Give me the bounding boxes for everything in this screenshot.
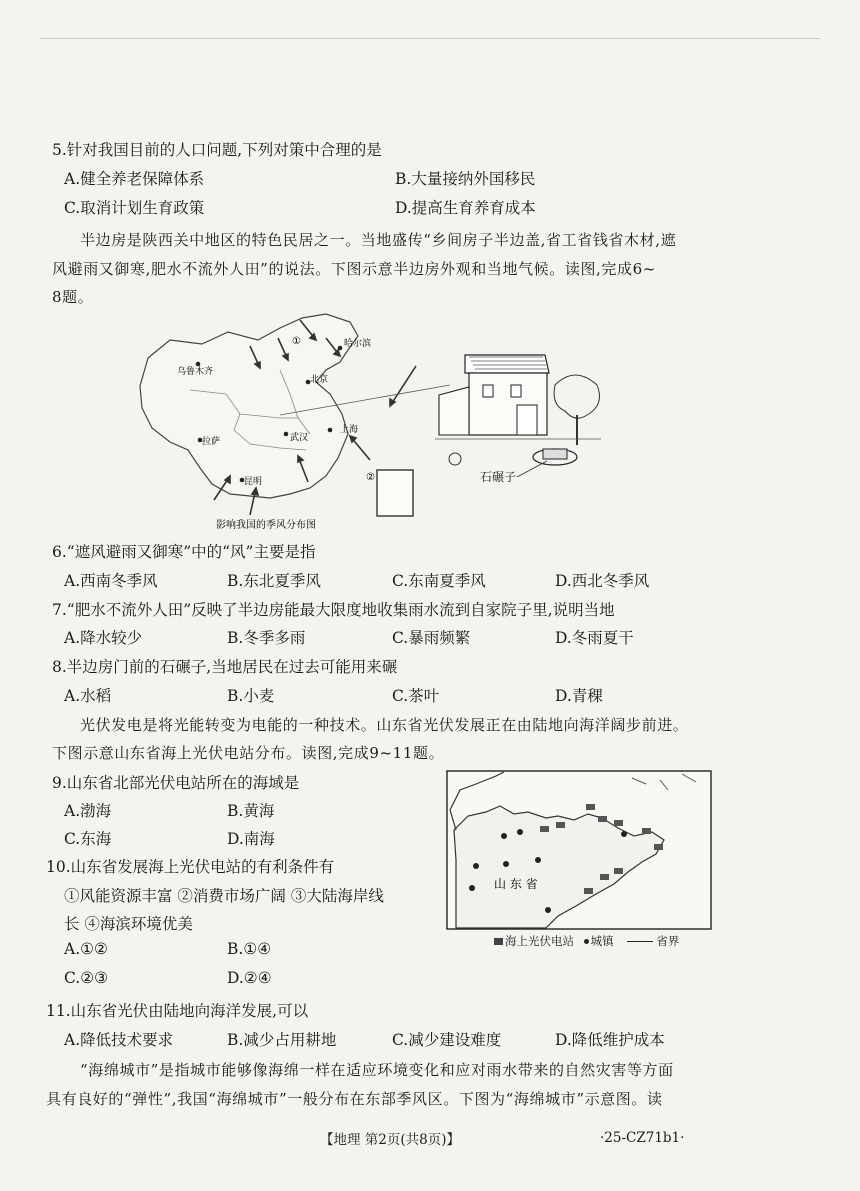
label-circle-2: ② xyxy=(366,472,375,483)
q11-option-d: D.降低维护成本 xyxy=(555,1031,665,1049)
q9-option-b: B.黄海 xyxy=(227,802,275,820)
q8-stem: 8.半边房门前的石碾子,当地居民在过去可能用来碾 xyxy=(52,658,398,676)
q10-option-a: A.①② xyxy=(64,940,108,958)
label-beijing: 北京 xyxy=(310,375,329,385)
legend-pv-station: 海上光伏电站 xyxy=(505,934,574,948)
q10-option-b: B.①④ xyxy=(227,940,272,958)
passage3-line1: “海绵城市”是指城市能够像海绵一样在适应环境变化和应对雨水带来的自然灾害等方面 xyxy=(80,1061,674,1079)
q6-option-c: C.东南夏季风 xyxy=(392,572,486,590)
page-top-rule xyxy=(40,38,820,39)
q6-option-b: B.东北夏季风 xyxy=(227,572,321,590)
q8-option-a: A.水稻 xyxy=(64,687,112,705)
q11-option-c: C.减少建设难度 xyxy=(392,1031,502,1049)
q7-stem: 7.“肥水不流外人田”反映了半边房能最大限度地收集雨水流到自家院子里,说明当地 xyxy=(52,601,615,619)
legend-town: 城镇 xyxy=(590,934,614,948)
q10-statements-line2: 长 ④海滨环境优美 xyxy=(64,915,193,933)
q7-option-c: C.暴雨频繁 xyxy=(392,629,471,647)
label-circle-1: ① xyxy=(292,336,301,347)
q9-option-c: C.东海 xyxy=(64,830,112,848)
monsoon-map xyxy=(130,310,450,532)
china-outline xyxy=(140,314,358,498)
q10-statements-line1: ①风能资源丰富 ②消费市场广阔 ③大陆海岸线 xyxy=(64,887,384,905)
label-urumqi: 乌鲁木齐 xyxy=(177,367,214,377)
q9-option-d: D.南海 xyxy=(227,830,275,848)
passage1-line1: 半边房是陕西关中地区的特色民居之一。当地盛传“乡间房子半边盖,省工省钱省木材,遮 xyxy=(80,231,677,249)
q7-option-b: B.冬季多雨 xyxy=(227,629,306,647)
q10-stem: 10.山东省发展海上光伏电站的有利条件有 xyxy=(46,858,335,876)
q6-option-a: A.西南冬季风 xyxy=(64,572,158,590)
q5-option-c: C.取消计划生育政策 xyxy=(64,199,205,217)
q10-option-c: C.②③ xyxy=(64,969,109,987)
q7-option-d: D.冬雨夏干 xyxy=(555,629,634,647)
province-label: 山 东 省 xyxy=(494,877,538,891)
passage2-line2: 下图示意山东省海上光伏电站分布。读图,完成9~11题。 xyxy=(52,744,445,762)
legend-boundary: 省界 xyxy=(656,934,680,948)
label-shanghai: 上海 xyxy=(340,425,359,435)
map1-caption: 影响我国的季风分布图 xyxy=(216,520,316,531)
south-sea-inset xyxy=(377,470,413,516)
town-legend-icon xyxy=(584,939,589,944)
passage1-line2: 风避雨又御寒,肥水不流外人田”的说法。下图示意半边房外观和当地气候。读图,完成6~ xyxy=(52,260,656,278)
q10-option-d: D.②④ xyxy=(227,969,272,987)
passage1-line3: 8题。 xyxy=(52,288,94,306)
q5-stem: 5.针对我国目前的人口问题,下列对策中合理的是 xyxy=(52,141,382,159)
q5-option-b: B.大量接纳外国移民 xyxy=(395,170,536,188)
shandong-pv-map xyxy=(446,770,712,930)
label-wuhan: 武汉 xyxy=(290,433,309,443)
q11-stem: 11.山东省光伏由陆地向海洋发展,可以 xyxy=(46,1002,309,1020)
label-lhasa: 拉萨 xyxy=(202,437,221,447)
q9-stem: 9.山东省北部光伏电站所在的海域是 xyxy=(52,774,300,792)
q11-option-a: A.降低技术要求 xyxy=(64,1031,174,1049)
passage3-line2: 具有良好的“弹性”,我国“海绵城市”一般分布在东部季风区。下图为“海绵城市”示意图。读 xyxy=(46,1090,663,1108)
q8-option-d: D.青稞 xyxy=(555,687,603,705)
page-footer: 【地理 第2页(共8页)】 xyxy=(320,1132,461,1148)
pv-station-legend-icon xyxy=(494,938,503,945)
q6-stem: 6.“遮风避雨又御寒”中的“风”主要是指 xyxy=(52,543,316,561)
q8-option-b: B.小麦 xyxy=(227,687,275,705)
q8-option-c: C.茶叶 xyxy=(392,687,440,705)
q9-option-a: A.渤海 xyxy=(64,802,112,820)
label-harbin: 哈尔滨 xyxy=(344,339,372,349)
paper-code: ·25-CZ71b1· xyxy=(600,1130,685,1146)
q7-option-a: A.降水较少 xyxy=(64,629,143,647)
house-caption: 石碾子 xyxy=(480,470,517,484)
q5-option-a: A.健全养老保障体系 xyxy=(64,170,205,188)
q11-option-b: B.减少占用耕地 xyxy=(227,1031,337,1049)
map2-legend xyxy=(494,933,714,949)
q5-option-d: D.提高生育养育成本 xyxy=(395,199,536,217)
boundary-legend-icon xyxy=(627,941,653,942)
passage2-line1: 光伏发电是将光能转变为电能的一种技术。山东省光伏发展正在由陆地向海洋阔步前进。 xyxy=(80,716,689,734)
q6-option-d: D.西北冬季风 xyxy=(555,572,650,590)
label-kunming: 昆明 xyxy=(244,477,263,487)
